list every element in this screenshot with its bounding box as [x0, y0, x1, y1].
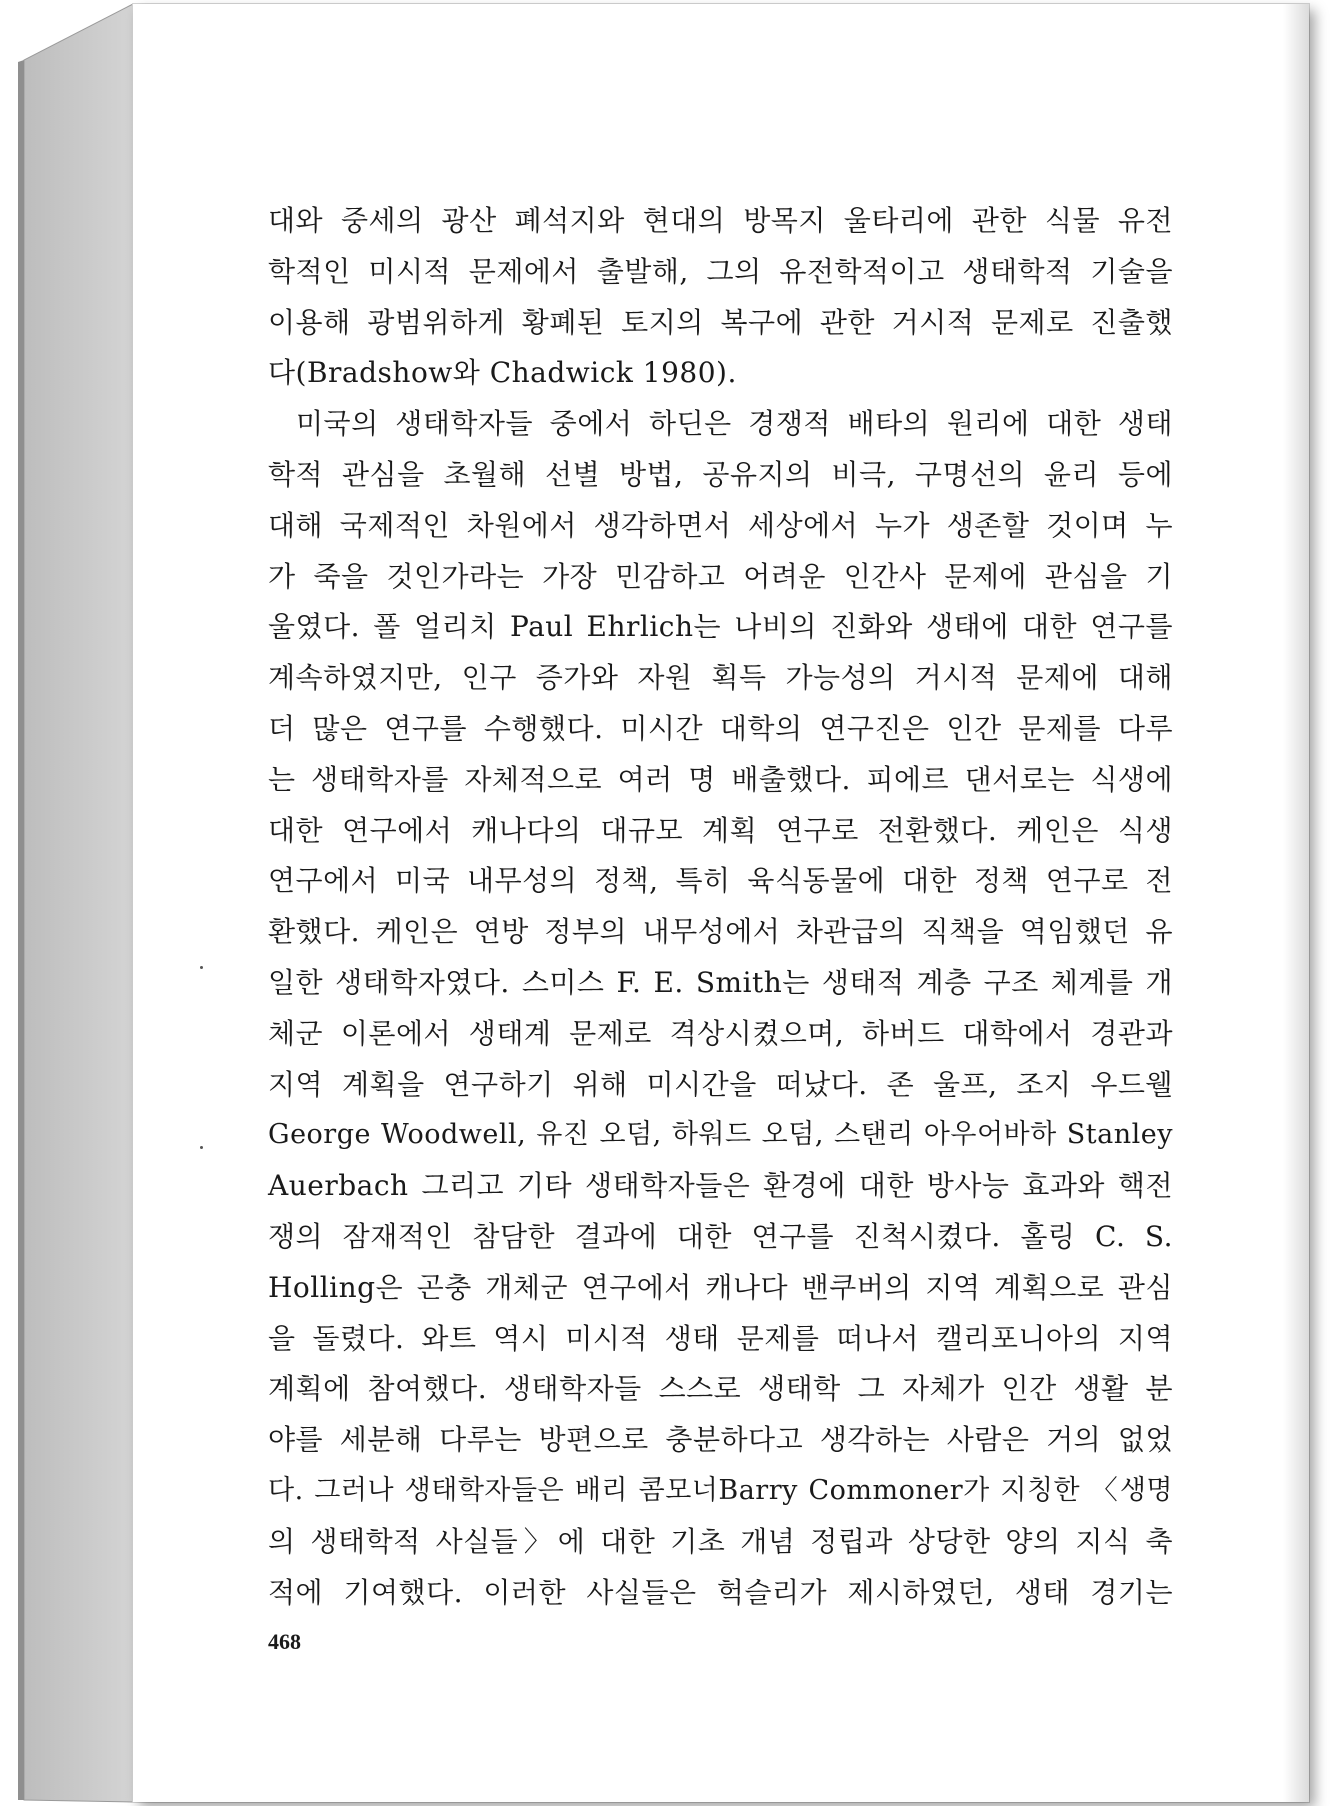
text-line: 대한 연구에서 캐나다의 대규모 계획 연구로 전환했다. 케인은 식생 [268, 813, 1173, 847]
text-line: 계속하였지만, 인구 증가와 자원 획득 가능성의 거시적 문제에 대해 [268, 661, 1173, 695]
text-line: 다(Bradshow와 Chadwick 1980). [268, 356, 737, 390]
text-line: Holling은 곤충 개체군 연구에서 캐나다 밴쿠버의 지역 계획으로 관심 [268, 1270, 1173, 1304]
text-line: 울였다. 폴 얼리치 Paul Ehrlich는 나비의 진화와 생태에 대한 연구를 [268, 610, 1173, 644]
text-line: 체군 이론에서 생태계 문제로 격상시켰으며, 하버드 대학에서 경관과 [268, 1016, 1173, 1050]
text-line: 야를 세분해 다루는 방편으로 충분하다고 생각하는 사람은 거의 없었 [268, 1423, 1173, 1457]
text-line: 일한 생태학자였다. 스미스 F. E. Smith는 생태적 계층 구조 체계를 개 [268, 965, 1173, 999]
text-line: 이용해 광범위하게 황폐된 토지의 복구에 관한 거시적 문제로 진출했 [268, 305, 1173, 339]
text-line: 학적인 미시적 문제에서 출발해, 그의 유전학적이고 생태학적 기술을 [268, 254, 1173, 288]
text-line: George Woodwell, 유진 오덤, 하워드 오덤, 스탠리 아우어바하 Stanley [268, 1119, 1173, 1151]
text-line: 계획에 참여했다. 생태학자들 스스로 생태학 그 자체가 인간 생활 분 [268, 1372, 1173, 1406]
text-line: 환했다. 케인은 연방 정부의 내무성에서 차관급의 직책을 역임했던 유 [268, 915, 1173, 949]
page-edge-shadow [1283, 4, 1309, 1802]
text-line: 을 돌렸다. 와트 역시 미시적 생태 문제를 떠나서 캘리포니아의 지역 [268, 1321, 1173, 1355]
text-line: 의 생태학적 사실들〉에 대한 기초 개념 정립과 상당한 양의 지식 축 [268, 1524, 1173, 1558]
text-line: 대해 국제적인 차원에서 생각하면서 세상에서 누가 생존할 것이며 누 [268, 508, 1173, 542]
text-line: 미국의 생태학자들 중에서 하딘은 경쟁적 배타의 원리에 대한 생태 [296, 407, 1173, 441]
text-line: 대와 중세의 광산 폐석지와 현대의 방목지 울타리에 관한 식물 유전 [268, 204, 1173, 237]
text-line: 적에 기여했다. 이러한 사실들은 헉슬리가 제시하였던, 생태 경기는 [268, 1575, 1173, 1609]
text-line: 쟁의 잠재적인 참담한 결과에 대한 연구를 진척시켰다. 홀링 C. S. [268, 1219, 1173, 1253]
book-page [133, 4, 1309, 1802]
body-text [268, 196, 1173, 1618]
scan-speck [200, 966, 203, 969]
text-line: 지역 계획을 연구하기 위해 미시간을 떠났다. 존 울프, 조지 우드웰 [268, 1067, 1173, 1101]
page-number: 468 [268, 1629, 301, 1654]
text-line: 가 죽을 것인가라는 가장 민감하고 어려운 인간사 문제에 관심을 기 [268, 559, 1173, 593]
text-line: 연구에서 미국 내무성의 정책, 특히 육식동물에 대한 정책 연구로 전 [268, 864, 1173, 898]
text-line: 더 많은 연구를 수행했다. 미시간 대학의 연구진은 인간 문제를 다루 [268, 711, 1173, 745]
text-line: 다. 그러나 생태학자들은 배리 콤모너Barry Commoner가 지칭한 〈생명 [268, 1474, 1173, 1506]
text-line: 는 생태학자를 자체적으로 여러 명 배출했다. 피에르 댄서로는 식생에 [268, 762, 1173, 796]
text-line: 학적 관심을 초월해 선별 방법, 공유지의 비극, 구명선의 윤리 등에 [268, 457, 1173, 491]
text-line: Auerbach 그리고 기타 생태학자들은 환경에 대한 방사능 효과와 핵전 [268, 1169, 1173, 1203]
scan-speck [200, 1146, 203, 1149]
